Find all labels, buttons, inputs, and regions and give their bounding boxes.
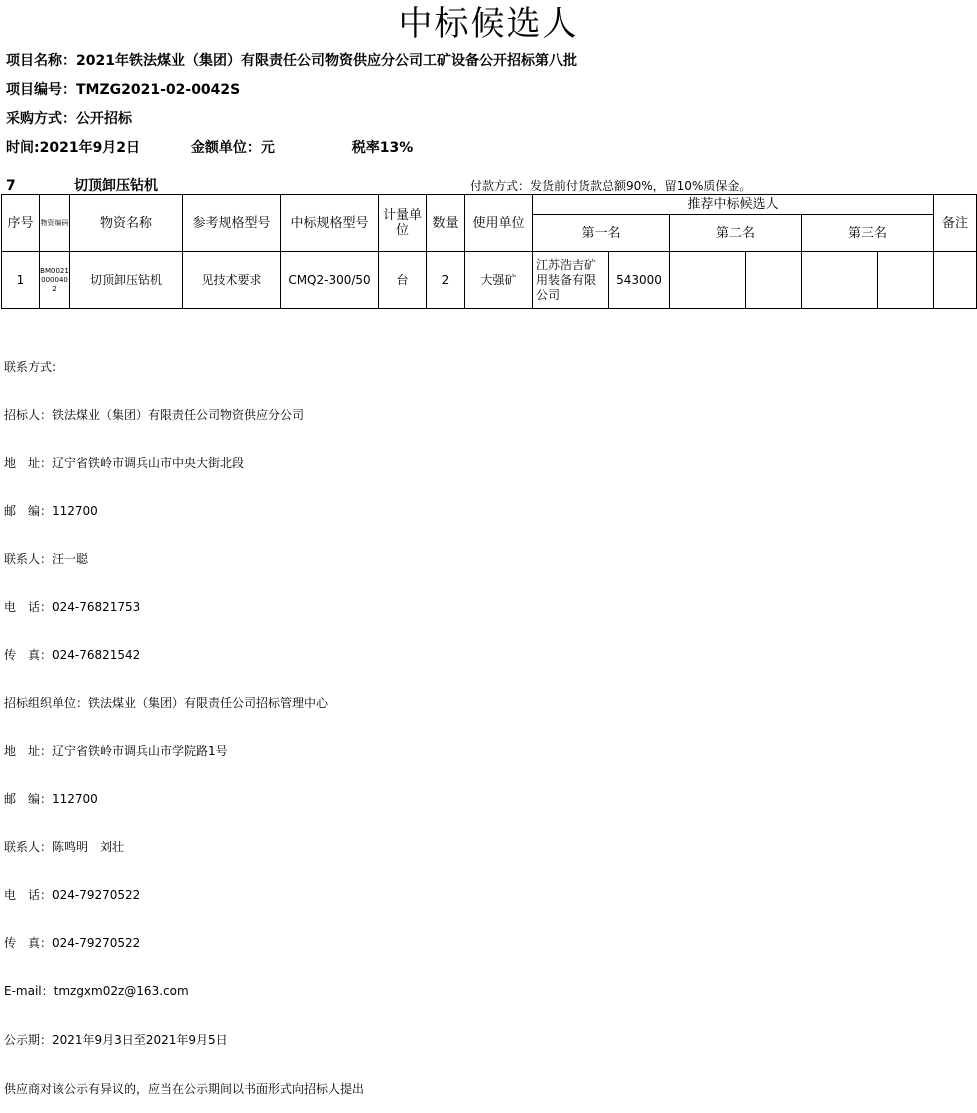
contact-line: 地 址：辽宁省铁岭市调兵山市学院路1号	[4, 744, 228, 758]
cell-third-amount	[878, 252, 934, 309]
cell-first-name: 江苏浩吉矿用装备有限公司	[533, 252, 609, 309]
contact-line: 电 话：024-76821753	[4, 600, 141, 614]
col-remark: 备注	[934, 195, 977, 252]
objection-note: 供应商对该公示有异议的，应当在公示期间以书面形式向招标人提出	[4, 1082, 365, 1096]
cell-name: 切顶卸压钻机	[70, 252, 183, 309]
item-line	[6, 177, 974, 195]
date-line	[6, 139, 413, 157]
item-name: 切顶卸压钻机	[74, 178, 158, 194]
cell-seq: 1	[2, 252, 40, 309]
col-second: 第二名	[670, 215, 802, 252]
col-qty: 数量	[427, 195, 465, 252]
contact-line: 联系方式:	[4, 360, 57, 374]
col-ref-spec: 参考规格型号	[183, 195, 281, 252]
cell-second-amount	[746, 252, 802, 309]
col-third: 第三名	[802, 215, 934, 252]
cell-unit: 台	[379, 252, 427, 309]
contact-line: 邮 编：112700	[4, 792, 98, 806]
candidate-table	[1, 194, 977, 309]
tax-rate: 税率13%	[351, 140, 414, 156]
cell-third-name	[802, 252, 878, 309]
cell-second-name	[670, 252, 746, 309]
cell-bid-spec: CMQ2-300/50	[281, 252, 379, 309]
col-first: 第一名	[533, 215, 670, 252]
contact-line: 联系人：陈鸣明 刘壮	[4, 840, 125, 854]
contact-line: 电 话：024-79270522	[4, 888, 141, 902]
contact-info	[4, 327, 364, 1113]
cell-code: BM00210000402	[40, 252, 70, 309]
header-row	[2, 195, 977, 215]
procurement-method: 采购方式：公开招标	[6, 111, 132, 127]
contact-line: 招标人：铁法煤业（集团）有限责任公司物资供应分公司	[4, 408, 305, 422]
project-name: 项目名称：2021年铁法煤业（集团）有限责任公司物资供应分公司工矿设备公开招标第八批	[6, 53, 577, 69]
table-row	[2, 252, 977, 309]
cell-first-amount: 543000	[609, 252, 670, 309]
col-seq: 序号	[2, 195, 40, 252]
cell-qty: 2	[427, 252, 465, 309]
project-number: 项目编号：TMZG2021-02-0042S	[6, 82, 241, 98]
page-title: 中标候选人	[398, 4, 579, 44]
col-recommended: 推荐中标候选人	[533, 195, 934, 215]
col-name: 物资名称	[70, 195, 183, 252]
col-unit: 计量单位	[379, 195, 427, 252]
col-bid-spec: 中标规格型号	[281, 195, 379, 252]
cell-user: 大强矿	[465, 252, 533, 309]
announcement-date: 时间:2021年9月2日	[6, 140, 141, 156]
contact-line: 联系人：汪一聪	[4, 552, 89, 566]
contact-line: 招标组织单位：铁法煤业（集团）有限责任公司招标管理中心	[4, 696, 329, 710]
contact-line: 传 真：024-76821542	[4, 648, 141, 662]
col-user: 使用单位	[465, 195, 533, 252]
publicity-period: 公示期：2021年9月3日至2021年9月5日	[4, 1033, 228, 1047]
currency-unit: 金额单位：元	[190, 140, 275, 156]
cell-remark	[934, 252, 977, 309]
contact-line: 邮 编：112700	[4, 504, 98, 518]
contact-line: 地 址：辽宁省铁岭市调兵山市中央大街北段	[4, 456, 245, 470]
item-number: 7	[6, 178, 16, 194]
contact-line: 传 真：024-79270522	[4, 936, 141, 950]
contact-email: E-mail：tmzgxm02z@163.com	[4, 984, 189, 998]
col-code: 物资编码	[40, 195, 70, 252]
cell-ref-spec: 见技术要求	[183, 252, 281, 309]
payment-terms: 付款方式：发货前付货款总额90%，留10%质保金。	[470, 179, 752, 193]
